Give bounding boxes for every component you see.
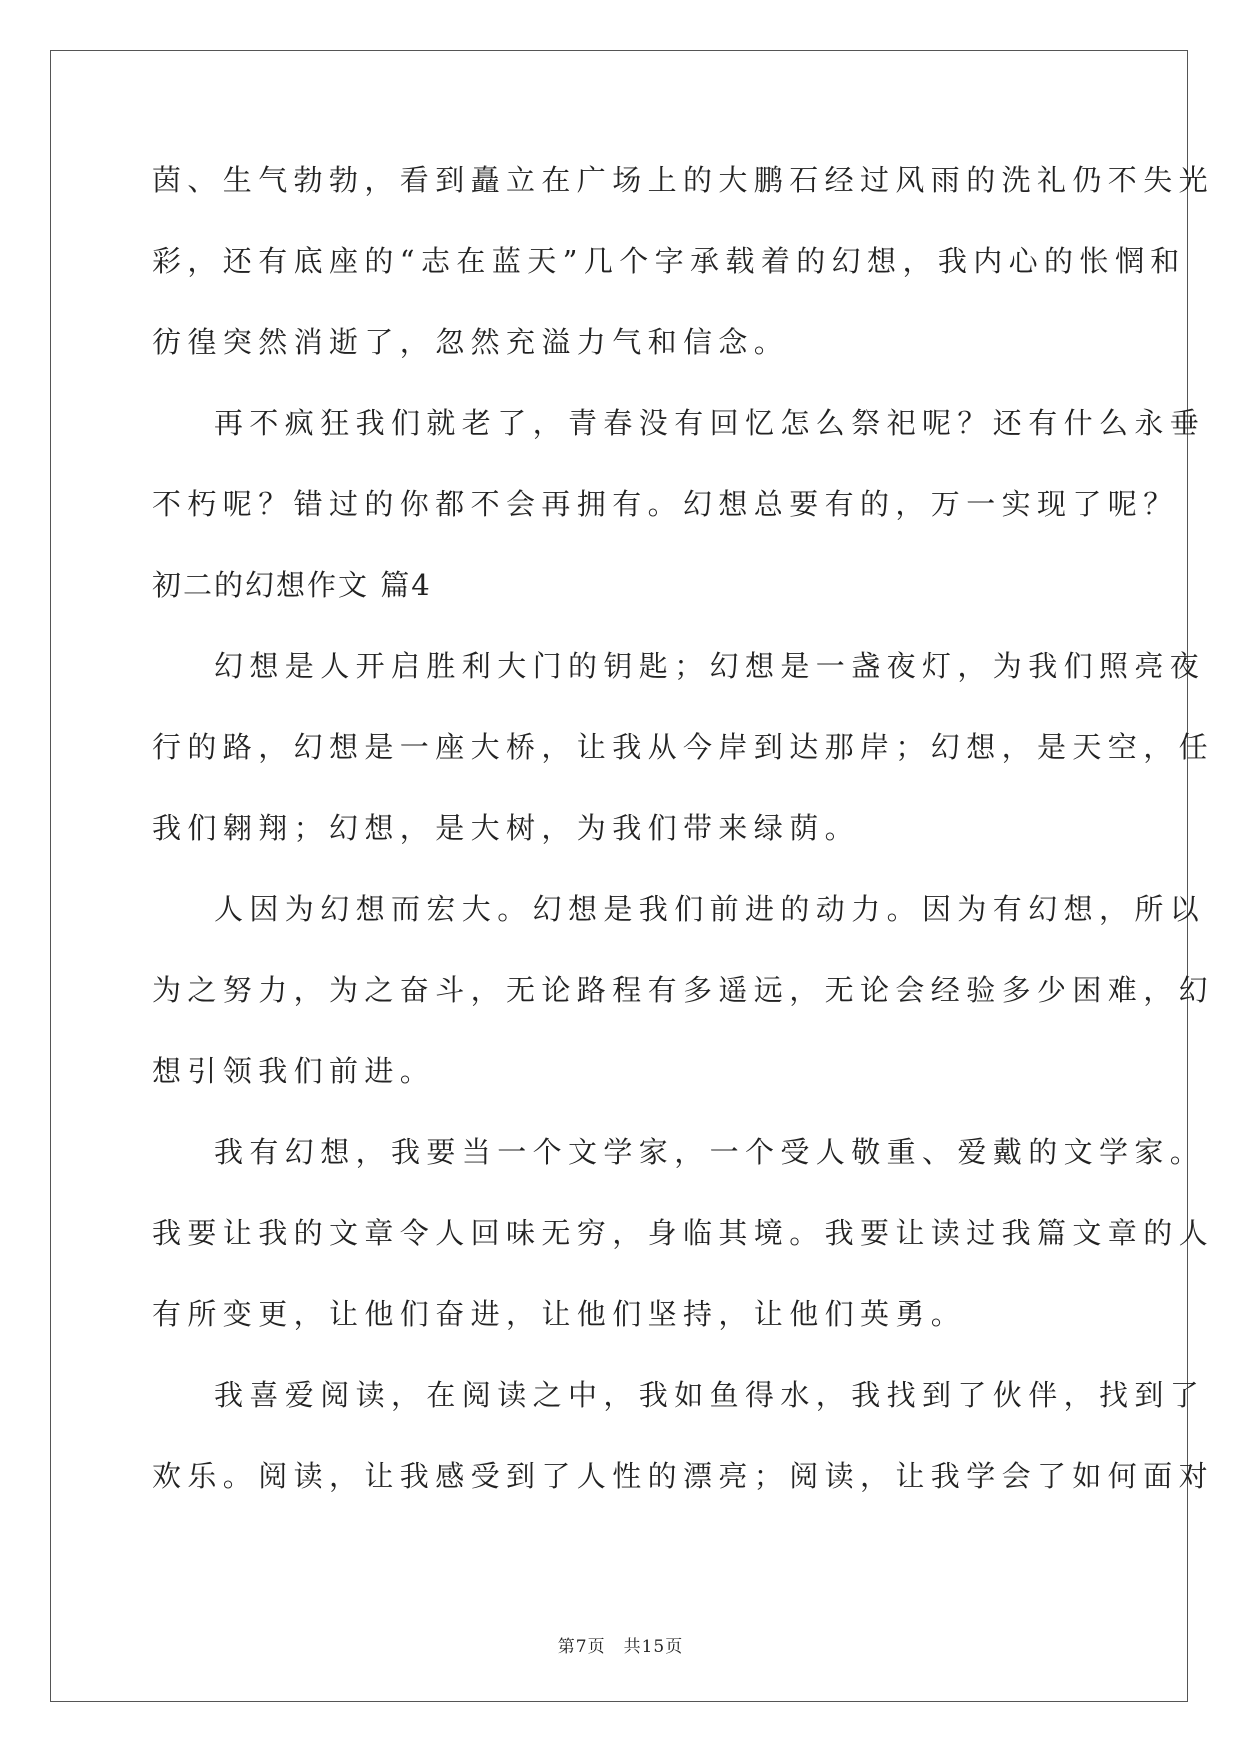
section-heading: 初二的幻想作文 篇4 <box>152 568 432 602</box>
text-line: 为之努力，为之奋斗，无论路程有多遥远，无论会经验多少困难，幻 <box>152 973 1215 1007</box>
text-line: 行的路，幻想是一座大桥，让我从今岸到达那岸；幻想，是天空，任 <box>152 730 1215 764</box>
text-line: 幻想是人开启胜利大门的钥匙；幻想是一盏夜灯，为我们照亮夜 <box>214 649 1206 683</box>
page-total: 共15页 <box>623 1637 684 1657</box>
page-footer <box>0 1632 1241 1657</box>
text-line: 我有幻想，我要当一个文学家，一个受人敬重、爱戴的文学家。 <box>214 1135 1206 1169</box>
text-line: 彩，还有底座的“志在蓝天”几个字承载着的幻想，我内心的怅惘和 <box>152 244 1186 278</box>
text-line: 有所变更，让他们奋进，让他们坚持，让他们英勇。 <box>152 1297 967 1331</box>
text-line: 不朽呢？错过的你都不会再拥有。幻想总要有的，万一实现了呢？ <box>152 487 1179 521</box>
text-line: 我喜爱阅读，在阅读之中，我如鱼得水，我找到了伙伴，找到了 <box>214 1378 1206 1412</box>
text-line: 我要让我的文章令人回味无穷，身临其境。我要让读过我篇文章的人 <box>152 1216 1215 1250</box>
text-line: 人因为幻想而宏大。幻想是我们前进的动力。因为有幻想，所以 <box>214 892 1206 926</box>
text-line: 彷徨突然消逝了，忽然充溢力气和信念。 <box>152 325 790 359</box>
text-line: 欢乐。阅读，让我感受到了人性的漂亮；阅读，让我学会了如何面对 <box>152 1459 1215 1493</box>
text-line: 再不疯狂我们就老了，青春没有回忆怎么祭祀呢？还有什么永垂 <box>214 406 1206 440</box>
text-line: 茵、生气勃勃，看到矗立在广场上的大鹏石经过风雨的洗礼仍不失光 <box>152 163 1215 197</box>
text-line: 想引领我们前进。 <box>152 1054 436 1088</box>
document-body <box>152 160 1215 1537</box>
text-line: 我们翱翔；幻想，是大树，为我们带来绿荫。 <box>152 811 861 845</box>
page-number: 第7页 <box>557 1637 606 1657</box>
